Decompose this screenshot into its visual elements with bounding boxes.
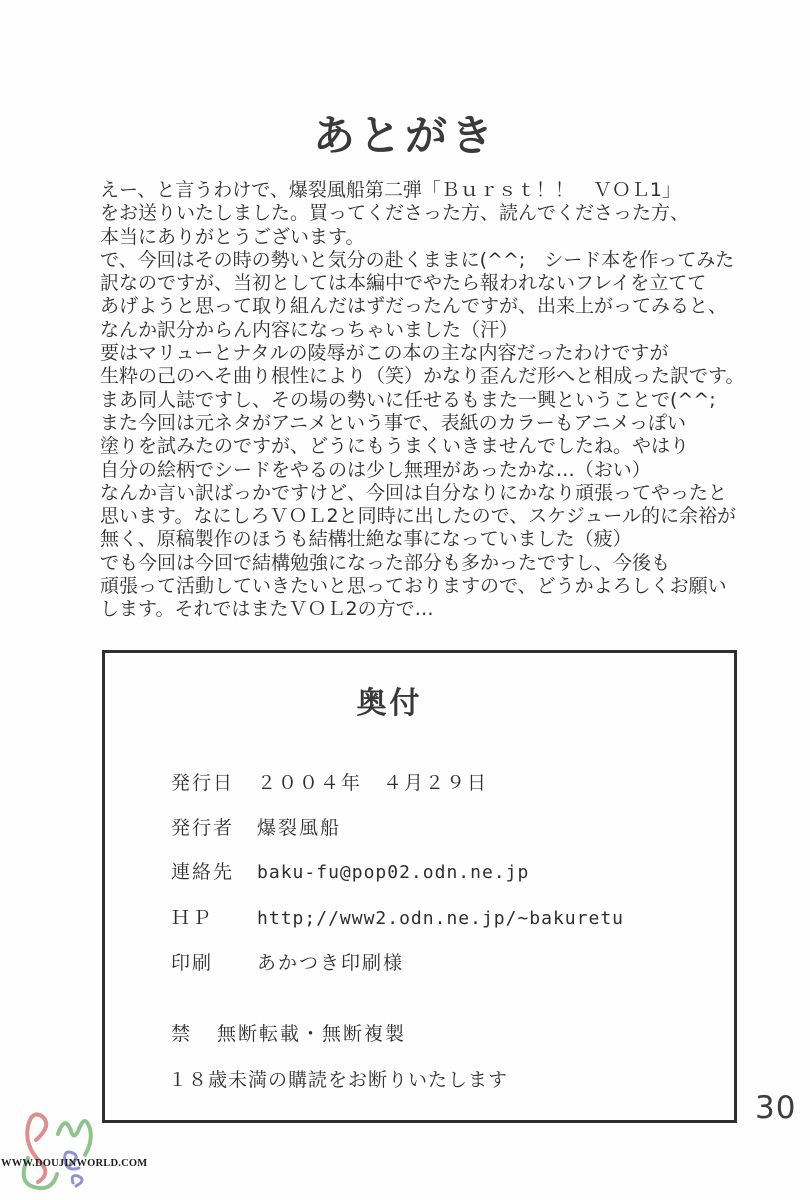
watermark <box>0 1082 148 1200</box>
afterword-line: まあ同人誌ですし、その場の勢いに任せるもまた一興ということで(^^; <box>100 388 716 411</box>
colophon-row-homepage <box>171 903 624 930</box>
page-number: 30 <box>755 1090 797 1126</box>
prohibition-text: 無断転載・無断複製 <box>217 1023 407 1045</box>
colophon-row-contact-email <box>171 857 529 884</box>
colophon-value: 爆裂風船 <box>257 817 342 839</box>
afterword-line: あげようと思って取り組んだはずだったんですが、出来上がってみると、 <box>100 295 728 318</box>
afterword-line: なんか訳分からん内容になっちゃいました（汗） <box>100 318 519 341</box>
colophon-row-printer <box>171 948 404 975</box>
watermark-text: WWW.DOUJINWORLD.COM <box>1 1158 148 1169</box>
colophon-value: ２００４年 ４月２９日 <box>257 772 489 794</box>
afterword-line: 塗りを試みたのですが、どうにもうまくいきませんでしたね。やはり <box>100 435 690 458</box>
prohibition-mark: 禁 <box>171 1023 193 1045</box>
afterword-line: 生粋の己のへそ曲り根性により（笑）かなり歪んだ形へと相成った訳です。 <box>100 365 745 388</box>
afterword-line: 自分の絵柄でシードをやるのは少し無理があったかな…（おい） <box>100 458 651 481</box>
afterword-line: 思います。なにしろＶＯＬ2と同時に出したので、スケジュール的に余裕が <box>100 505 737 528</box>
colophon-row-publish-date <box>171 768 488 795</box>
afterword-text <box>100 179 780 622</box>
afterword-line: 訳なのですが、当初としては本編中でやたら報われないフレイを立てて <box>100 272 707 295</box>
colophon-label: 発行者 <box>171 817 235 839</box>
afterword-line: えー、と言うわけで、爆裂風船第二弾「Ｂｕｒｓｔ！！ ＶＯＬ1」 <box>100 179 681 201</box>
afterword-line: 頑張って活動していきたいと思っておりますので、どうかよろしくお願い <box>100 575 727 598</box>
contact-email: baku-fu@pop02.odn.ne.jp <box>257 862 530 883</box>
colophon-label: ＨＰ <box>171 907 214 929</box>
afterword-line: 無く、原稿製作のほうも結構壮絶な事になっていました（疲） <box>100 528 632 551</box>
age-restriction-notice: １８歳未満の購読をお断りいたします <box>168 1069 509 1091</box>
colophon-row-publisher <box>171 813 341 840</box>
afterword-line: なんか言い訳ばっかですけど、今回は自分なりにかなり頑張ってやったと <box>100 481 728 504</box>
colophon-label: 発行日 <box>171 772 235 794</box>
watermark-scribble-icon <box>6 1100 116 1195</box>
homepage-url: http;//www2.odn.ne.jp/~bakuretu <box>257 908 624 929</box>
colophon-box <box>102 650 737 1123</box>
afterword-line: 要はマリューとナタルの陵辱がこの本の主な内容だったわけですが <box>100 342 669 365</box>
colophon-value: あかつき印刷様 <box>257 952 405 974</box>
afterword-line: をお送りいたしました。買ってくださった方、読んでくださった方、 <box>100 202 690 225</box>
afterword-line: でも今回は今回で結構勉強になった部分も多かったですし、今後も <box>100 551 671 574</box>
afterword-line: で、今回はその時の勢いと気分の赴くままに(^^; シード本を作ってみた <box>100 248 735 271</box>
page-title: あとがき <box>312 111 497 160</box>
colophon-label: 印刷 <box>171 952 214 974</box>
afterword-line: します。それではまたＶＯＬ2の方で… <box>100 598 434 621</box>
colophon-title: 奥付 <box>356 686 423 721</box>
afterword-line: 本当にありがとうございます。 <box>100 225 365 248</box>
reproduction-prohibited-notice <box>171 1019 406 1046</box>
afterword-line: また今回は元ネタがアニメという事で、表紙のカラーもアニメっぽい <box>100 411 686 434</box>
colophon-label: 連絡先 <box>171 861 235 883</box>
